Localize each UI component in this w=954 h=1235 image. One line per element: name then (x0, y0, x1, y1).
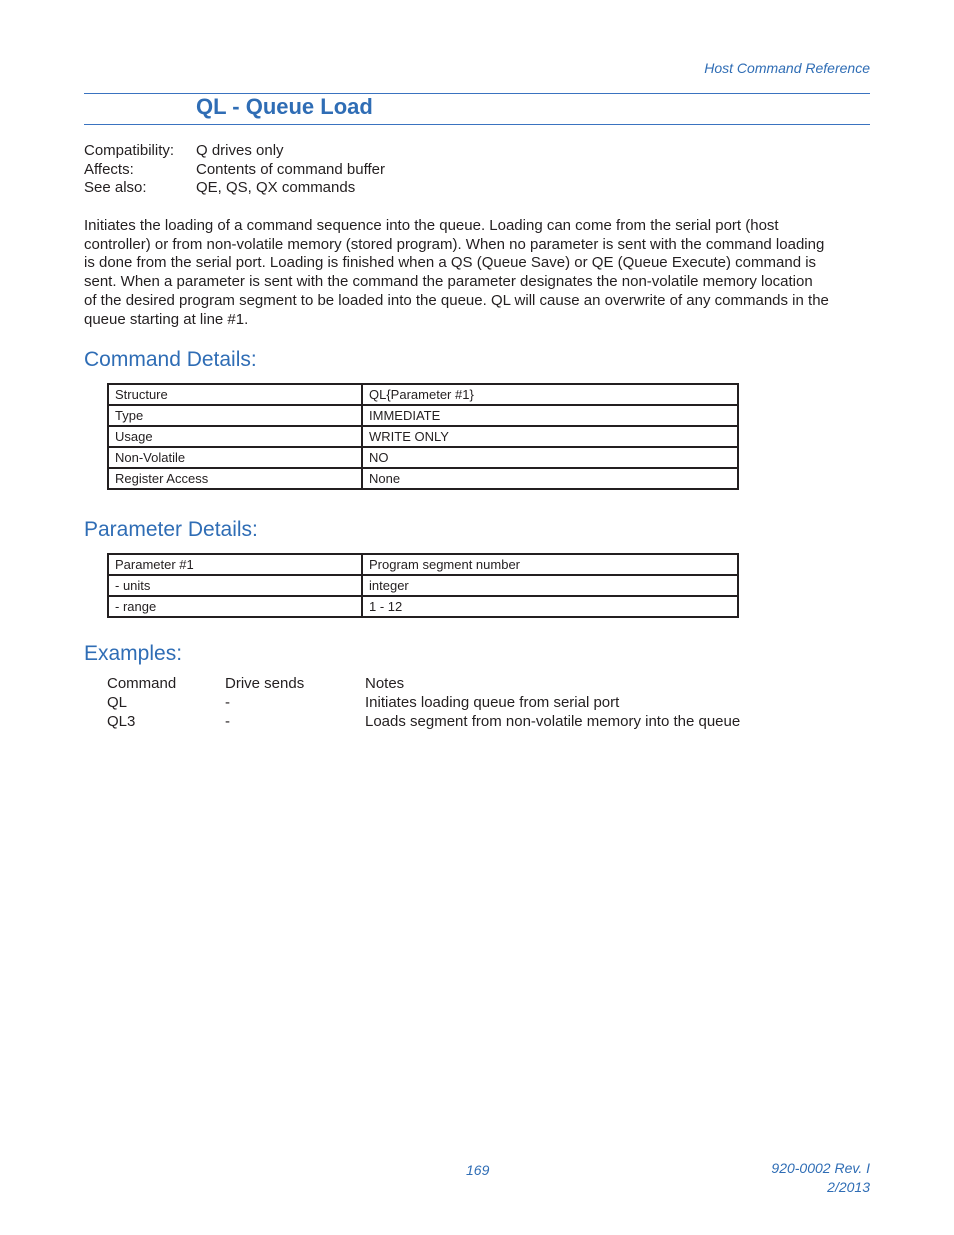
example-row (107, 693, 740, 712)
table-row (108, 554, 738, 575)
table-cell: 1 - 12 (362, 596, 738, 617)
parameter-details-heading: Parameter Details: (84, 518, 258, 541)
meta-key: Affects: (84, 160, 134, 178)
table-cell: Parameter #1 (108, 554, 362, 575)
description-line: is done from the serial port. Loading is finished when a QS (Queue Save) or QE (Queue Execute) command is (84, 254, 817, 272)
meta-key: See also: (84, 179, 147, 197)
example-command: QL3 (107, 713, 136, 730)
table-cell: NO (362, 447, 738, 468)
table-cell: Usage (108, 426, 362, 447)
table-row (108, 384, 738, 405)
table-cell: Type (108, 405, 362, 426)
description-line: queue starting at line #1. (84, 310, 249, 328)
examples-heading: Examples: (84, 642, 183, 665)
table-cell: - range (108, 596, 362, 617)
description (84, 217, 874, 329)
meta-row-compatibility (84, 142, 385, 161)
table-cell: - units (108, 575, 362, 596)
example-notes: Initiates loading queue from serial port (365, 694, 620, 711)
meta-value: Q drives only (196, 142, 284, 159)
command-details-table (107, 383, 739, 490)
table-cell: integer (362, 575, 738, 596)
running-header: Host Command Reference (704, 60, 870, 76)
description-line: of the desired program segment to be loaded into the queue. QL will cause an overwrite of any commands in the (84, 291, 829, 309)
example-drive-sends: - (225, 713, 230, 730)
command-meta (84, 142, 385, 198)
table-cell: Structure (108, 384, 362, 405)
column-header: Command (107, 675, 177, 692)
table-row (108, 426, 738, 447)
table-row (108, 596, 738, 617)
table-row (108, 468, 738, 489)
parameter-details-table (107, 553, 739, 618)
examples-list (107, 674, 740, 731)
table-cell: None (362, 468, 738, 489)
description-line: controller) or from non-volatile memory (stored program). When no parameter is sent with the command loading (84, 235, 825, 253)
description-line: Initiates the loading of a command sequence into the queue. Loading can come from the serial port (host (84, 217, 779, 234)
meta-row-see-also (84, 179, 385, 198)
meta-key: Compatibility: (84, 142, 175, 159)
footer-doc-info (771, 1159, 870, 1197)
page-number: 169 (466, 1162, 490, 1178)
meta-value: Contents of command buffer (196, 160, 385, 178)
meta-row-affects (84, 161, 385, 180)
table-cell: Program segment number (362, 554, 738, 575)
example-notes: Loads segment from non-volatile memory into the queue (365, 713, 741, 730)
title-bottom-rule (84, 124, 870, 125)
examples-header-row (107, 674, 740, 693)
meta-value: QE, QS, QX commands (196, 179, 356, 197)
example-command: QL (107, 694, 128, 711)
column-header: Notes (365, 675, 405, 692)
table-row (108, 575, 738, 596)
doc-number: 920-0002 Rev. I (771, 1160, 870, 1176)
table-cell: IMMEDIATE (362, 405, 738, 426)
example-drive-sends: - (225, 694, 230, 711)
table-row (108, 405, 738, 426)
table-cell: Register Access (108, 468, 362, 489)
table-cell: WRITE ONLY (362, 426, 738, 447)
table-row (108, 447, 738, 468)
page-title: QL - Queue Load (196, 94, 373, 119)
table-cell: Non-Volatile (108, 447, 362, 468)
command-details-heading: Command Details: (84, 348, 257, 371)
table-cell: QL{Parameter #1} (362, 384, 738, 405)
doc-date: 2/2013 (827, 1179, 870, 1195)
description-line: sent. When a parameter is sent with the command the parameter designates the non-volatile memory location (84, 273, 813, 291)
column-header: Drive sends (225, 675, 305, 692)
example-row (107, 712, 740, 731)
